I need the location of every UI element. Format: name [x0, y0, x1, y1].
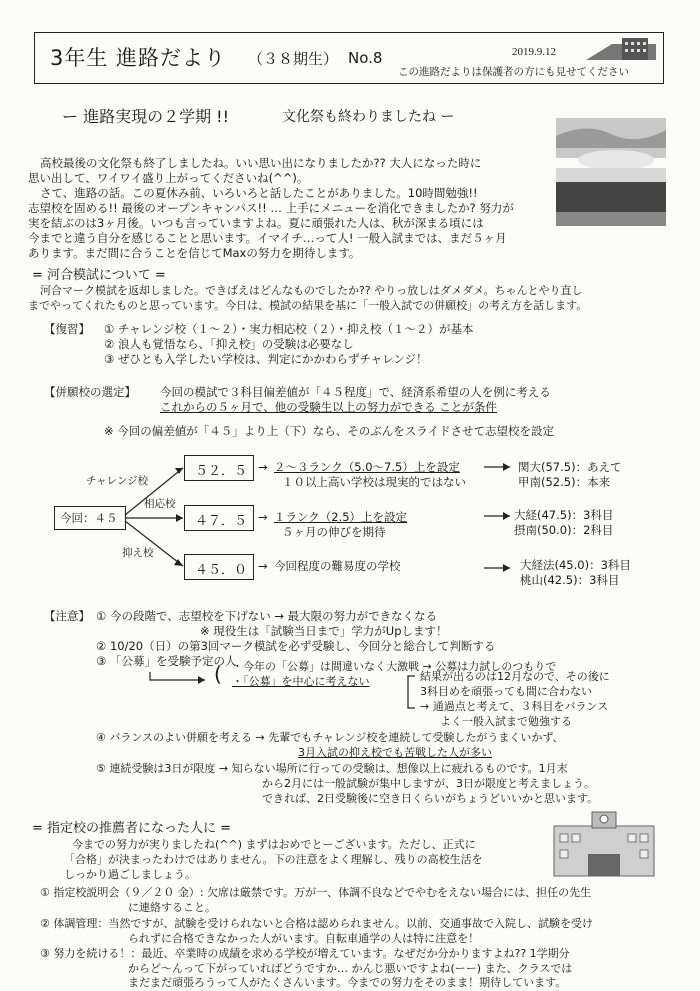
headline-main: ー 進路実現の２学期 !!: [62, 107, 230, 126]
school-illustration-image: [548, 806, 660, 878]
caution-line-1: ① 今の段階で、志望校を下げない → 最大限の努力ができなくなる: [96, 609, 438, 623]
recommend-item-2b: られずに合格できなかった人がいます。自転車通学の人は特に注意を！: [128, 932, 480, 945]
suitable-arrow: →: [258, 510, 268, 524]
caution-line-6: ・「公募」を中心に考えない: [232, 675, 370, 688]
issue-number: No.8: [348, 49, 383, 67]
intro-line-6: 今までと違う自分を感じることと思います。イマイチ…って人! 一般入試までは、まだ５ヶ月: [28, 231, 507, 245]
caution-bracket-icon: (: [214, 662, 222, 686]
review-item-3: ③ ぜひとも入学したい学校は、判定にかかわらずチャレンジ！: [104, 352, 428, 366]
caution-line-15: できれば、2日受験後に空き日くらいがちょうどいいかと思います。: [262, 792, 599, 805]
caution-line-3: ② 10/20（日）の第3回マーク模試を必ず受験し、今回分と総合して判断する: [96, 639, 496, 653]
suitable-school-1: 大経(47.5)：3科目: [514, 508, 614, 522]
kawai-body-2: までやってくれたものと思っています。今日は、模試の結果を基に「一般入試での併願校」の考え方を話します。: [28, 299, 588, 312]
recommend-body-2: 「合格」が決まったわけではありません。下の注意をよく理解し、残りの高校生活を: [64, 853, 483, 866]
caution-line-2: ※ 現役生は「試験当日まで」学力がUpします！: [200, 624, 448, 638]
suitable-desc-1: １ランク（2.5）上を設定: [274, 510, 408, 524]
select-label: 【併願校の選定】: [44, 385, 136, 399]
branch-label-challenge: チャレンジ校: [86, 475, 149, 487]
challenge-school-1: 関大(57.5)：あえて: [518, 460, 622, 474]
suitable-value: ４７．５: [195, 514, 248, 529]
recommend-item-2: ② 体調管理：当然ですが、試験を受けられないと合格は認められません。以前、交通事故で入院し、試験を受け: [40, 917, 594, 930]
recommend-body-3: しっかり過ごしましょう。: [64, 868, 196, 881]
caution-line-5: ・今年の「公募」は間違いなく大激戦 → 公募は力試しのつもりで: [232, 660, 557, 673]
challenge-desc-1: ２～３ランク（5.0～7.5）上を設定: [274, 460, 460, 474]
caution-line-9: → 通過点と考えて、３科目をバランス: [420, 700, 609, 713]
intro-line-4: 志望校を固める!! 最後のオープンキャンパス!! … 上手にメニューを消化できましたか? 努力が: [28, 201, 514, 215]
cohort: （３８期生）: [248, 50, 339, 68]
intro-line-5: 実を結ぶのは3ヶ月後。いつも言っていますよね。夏に頑張れた人は、秋が深まる頃には: [28, 216, 484, 230]
caution-line-14: から2月には一般試験が集中しますが、3日が限度と考えましょう。: [262, 777, 595, 790]
caution-line-13: ⑤ 連続受験は3日が限度 → 知らない場所に行っての受験は、想像以上に疲れるものです。1月末: [96, 762, 568, 775]
caution-line-7: 結果が出るのは12月なので、その後に: [420, 670, 610, 683]
challenge-value: ５２．５: [195, 464, 248, 479]
current-score: 今回：４５: [60, 511, 118, 525]
safety-value: ４５．０: [195, 563, 248, 578]
review-item-2: ② 浪人も覚悟なら、「抑え校」の受験は必要なし: [104, 337, 354, 351]
challenge-desc-2: １０以上高い学校は現実的ではない: [282, 475, 466, 489]
recommend-item-3: ③ 努力を続ける！：最近、卒業時の成績を求める学校が増えています。なぜだか分かりますよね?? 1学期分: [40, 947, 570, 960]
kawai-body-1: 河合マーク模試を返却しました。できばえはどんなものでしたか?? やりっ放しはダメダメ。ちゃんとやり直し: [40, 284, 583, 297]
parent-note: この進路だよりは保護者の方にも見せてください: [398, 66, 629, 78]
challenge-arrow: →: [258, 460, 268, 474]
select-line-1: 今回の模試で３科目偏差値が「４５程度」で、経済系希望の人を例に考える: [160, 385, 551, 399]
caution-line-11: ④ バランスのよい併願を考える → 先輩でもチャレンジ校を連続して受験したがうまくいかず、: [96, 731, 564, 744]
newsletter-title: 3年生 進路だより: [50, 46, 227, 70]
safety-school-1: 大経法(45.0)：3科目: [520, 558, 631, 572]
caution-line-8: 3科目めを頑張っても間に合わない: [420, 685, 592, 698]
caution-line-4: ③ 「公募」を受験予定の人: [96, 654, 237, 668]
branch-label-suitable: 相応校: [144, 498, 176, 510]
recommend-item-3c: まだまだ頑張ろうって人がたくさんいます。今までの努力をそのまま！期待しています。: [128, 976, 567, 989]
suitable-desc-2: ５ヶ月の伸びを期待: [282, 525, 386, 539]
intro-line-1: 高校最後の文化祭も終了しましたね。いい思い出になりましたか?? 大人になった時に: [40, 156, 482, 170]
select-line-2: これからの５ヶ月で、他の受験生以上の努力ができる ことが条件: [160, 400, 497, 414]
caution-label: 【注意】: [44, 609, 90, 623]
headline-sub: 文化祭も終わりましたね ー: [282, 109, 455, 125]
recommend-item-1b: に連絡すること。: [128, 901, 216, 914]
intro-line-2: 思い出して、ワイワイ盛り上がってくださいね(^^)。: [28, 171, 309, 185]
recommend-heading: = 指定校の推薦者になった人に =: [32, 821, 232, 836]
caution-line-10: よく一般入試まで勉強する: [440, 715, 572, 728]
review-label: 【復習】: [44, 322, 90, 336]
suitable-school-2: 摂南(50.0)：2科目: [514, 523, 614, 537]
recommend-body-1: 今までの努力が実りましたね(^^) まずはおめでとーございます。ただし、正式に: [72, 838, 476, 851]
slide-note: ※ 今回の偏差値が「４５」より上（下）なら、そのぶんをスライドさせて志望校を設定: [104, 424, 554, 438]
recommend-item-1: ① 指定校説明会（９／２０ 金）: 欠席は厳禁です。万が一、体調不良などでやむをえない場合には、担任の先生: [40, 886, 592, 899]
safety-arrow: →: [258, 559, 268, 573]
intro-line-3: さて、進路の話。この夏休み前、いろいろと話したことがありました。10時間勉強!!: [40, 186, 478, 200]
challenge-school-2: 甲南(52.5)：本来: [518, 475, 611, 489]
safety-school-2: 桃山(42.5)：3科目: [520, 573, 620, 587]
branch-label-safety: 抑え校: [122, 547, 154, 559]
recommend-item-3b: からど～んって下がっていればどうですか… かんじ悪いですよね(ーー) また、クラスでは: [128, 962, 573, 975]
issue-date: 2019.9.12: [512, 46, 556, 58]
kawai-heading: = 河合模試について =: [32, 268, 166, 283]
intro-line-7: あります。まだ間に合うことを信じてMaxの努力を期待します。: [28, 246, 361, 260]
review-item-1: ① チャレンジ校（１～２）・実力相応校（２）・抑え校（１～２）が基本: [104, 322, 474, 336]
safety-desc-1: 今回程度の難易度の学校: [274, 559, 401, 573]
caution-line-12: 3月入試の抑え校でも苦戦した人が多い: [298, 746, 492, 759]
